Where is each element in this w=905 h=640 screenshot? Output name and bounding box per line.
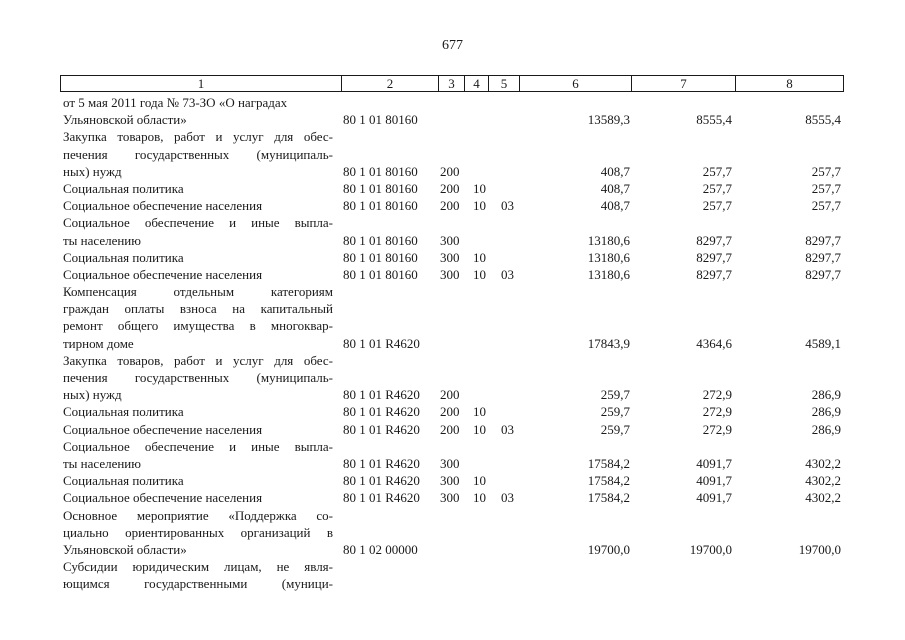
row-value-col8: 8297,7 — [805, 249, 841, 265]
row-expense-type: 200 — [440, 387, 460, 403]
row-value-col7: 272,9 — [702, 387, 732, 403]
row-expense-type: 200 — [440, 163, 460, 179]
table-row — [0, 335, 905, 352]
row-value-col8: 8297,7 — [805, 232, 841, 248]
row-code: 80 1 01 80160 — [343, 180, 418, 196]
row-name: Социальное обеспечение и иные выпла- — [63, 438, 333, 454]
row-name: Социальная политика — [63, 404, 184, 420]
table-row — [0, 283, 905, 300]
row-value-col7: 257,7 — [702, 180, 732, 196]
row-expense-type: 300 — [440, 490, 460, 506]
row-value-col7: 8297,7 — [696, 249, 732, 265]
row-name: ющимся государственными (муници- — [63, 576, 333, 592]
row-code: 80 1 01 80160 — [343, 249, 418, 265]
row-name: Закупка товаров, работ и услуг для обес- — [63, 129, 333, 145]
row-code: 80 1 01 R4620 — [343, 387, 420, 403]
table-row — [0, 507, 905, 524]
row-value-col7: 19700,0 — [689, 541, 732, 557]
row-code: 80 1 01 R4620 — [343, 335, 420, 351]
table-header — [60, 75, 844, 92]
row-name: Ульяновской области» — [63, 112, 187, 128]
row-subsection: 03 — [501, 198, 514, 214]
row-section: 10 — [473, 180, 486, 196]
table-row — [0, 575, 905, 592]
row-value-col6: 259,7 — [600, 387, 630, 403]
row-name: Социальное обеспечение и иные выпла- — [63, 215, 333, 231]
row-expense-type: 300 — [440, 473, 460, 489]
row-value-col8: 8555,4 — [805, 112, 841, 128]
row-value-col6: 408,7 — [600, 180, 630, 196]
row-value-col8: 286,9 — [811, 421, 841, 437]
row-value-col6: 17584,2 — [587, 473, 630, 489]
row-section: 10 — [473, 490, 486, 506]
table-row — [0, 438, 905, 455]
table-row — [0, 489, 905, 506]
row-value-col8: 257,7 — [811, 198, 841, 214]
row-value-col6: 408,7 — [600, 163, 630, 179]
row-value-col7: 8297,7 — [696, 232, 732, 248]
row-name: тирном доме — [63, 335, 134, 351]
row-name: печения государственных (муниципаль- — [63, 370, 333, 385]
row-value-col8: 4302,2 — [805, 490, 841, 506]
row-value-col8: 257,7 — [811, 163, 841, 179]
table-row — [0, 249, 905, 266]
row-section: 10 — [473, 198, 486, 214]
table-row — [0, 541, 905, 558]
row-code: 80 1 01 R4620 — [343, 404, 420, 420]
row-code: 80 1 01 80160 — [343, 232, 418, 248]
table-row — [0, 472, 905, 489]
row-code: 80 1 01 R4620 — [343, 473, 420, 489]
row-value-col7: 4091,7 — [696, 455, 732, 471]
row-name: ты населению — [63, 455, 141, 471]
row-code: 80 1 01 80160 — [343, 112, 418, 128]
column-header-1: 1 — [197, 76, 205, 91]
row-section: 10 — [473, 473, 486, 489]
row-name: Социальное обеспечение населения — [63, 198, 263, 214]
row-name: Субсидии юридическим лицам, не явля- — [63, 559, 333, 575]
row-name: печения государственных (муниципаль- — [63, 146, 333, 162]
row-expense-type: 200 — [440, 198, 460, 214]
table-row — [0, 558, 905, 575]
row-value-col6: 408,7 — [600, 198, 630, 214]
row-value-col7: 4364,6 — [696, 335, 732, 351]
row-name: Социальная политика — [63, 473, 184, 489]
row-value-col7: 4091,7 — [696, 490, 732, 506]
row-name: циально ориентированных организаций в — [63, 524, 333, 540]
row-code: 80 1 01 80160 — [343, 163, 418, 179]
row-value-col6: 13180,6 — [587, 232, 630, 248]
row-name: граждан оплаты взноса на капитальный — [63, 301, 333, 317]
table-row — [0, 386, 905, 403]
row-value-col8: 4302,2 — [805, 473, 841, 489]
row-name: Социальная политика — [63, 249, 184, 265]
row-value-col8: 286,9 — [811, 404, 841, 420]
table-row — [0, 128, 905, 145]
row-code: 80 1 01 R4620 — [343, 455, 420, 471]
table-row — [0, 163, 905, 180]
table-row — [0, 94, 905, 111]
row-expense-type: 300 — [440, 266, 460, 282]
row-name: от 5 мая 2011 года № 73-ЗО «О наградах — [63, 95, 288, 110]
row-name: ных) нужд — [63, 163, 122, 179]
row-section: 10 — [473, 421, 486, 437]
row-value-col8: 4302,2 — [805, 455, 841, 471]
table-row — [0, 455, 905, 472]
row-section: 10 — [473, 249, 486, 265]
row-name: Основное мероприятие «Поддержка со- — [63, 507, 333, 523]
table-row — [0, 214, 905, 231]
row-section: 10 — [473, 404, 486, 420]
row-name: Социальное обеспечение населения — [63, 421, 263, 437]
column-header-8: 8 — [735, 76, 843, 91]
row-name: Ульяновской области» — [63, 541, 187, 557]
row-code: 80 1 01 R4620 — [343, 421, 420, 437]
table-body — [0, 94, 905, 592]
row-value-col6: 17843,9 — [587, 335, 630, 351]
row-value-col6: 259,7 — [600, 421, 630, 437]
row-name: ремонт общего имущества в многоквар- — [63, 318, 333, 334]
row-value-col7: 8555,4 — [696, 112, 732, 128]
row-value-col6: 13589,3 — [587, 112, 630, 128]
row-code: 80 1 01 80160 — [343, 198, 418, 214]
row-value-col8: 286,9 — [811, 387, 841, 403]
table-row — [0, 180, 905, 197]
column-header-3: 3 — [438, 76, 464, 91]
row-section: 10 — [473, 266, 486, 282]
column-header-7: 7 — [631, 76, 735, 91]
table-row — [0, 111, 905, 128]
column-header-2: 2 — [341, 76, 438, 91]
row-value-col6: 13180,6 — [587, 249, 630, 265]
row-expense-type: 300 — [440, 455, 460, 471]
table-row — [0, 300, 905, 317]
table-row — [0, 352, 905, 369]
column-header-6: 6 — [519, 76, 631, 91]
row-name: Компенсация отдельным категориям — [63, 284, 333, 300]
table-row — [0, 403, 905, 420]
row-expense-type: 300 — [440, 249, 460, 265]
row-name: Социальное обеспечение населения — [63, 490, 263, 506]
row-value-col8: 257,7 — [811, 180, 841, 196]
row-value-col6: 17584,2 — [587, 455, 630, 471]
row-name: Социальное обеспечение населения — [63, 266, 263, 282]
row-value-col6: 19700,0 — [587, 541, 630, 557]
row-expense-type: 200 — [440, 404, 460, 420]
table-row — [0, 421, 905, 438]
row-value-col7: 272,9 — [702, 421, 732, 437]
column-header-4: 4 — [464, 76, 488, 91]
table-row — [0, 197, 905, 214]
row-subsection: 03 — [501, 421, 514, 437]
table-row — [0, 317, 905, 334]
row-value-col6: 13180,6 — [587, 266, 630, 282]
table-row — [0, 524, 905, 541]
row-value-col8: 4589,1 — [805, 335, 841, 351]
row-name: Закупка товаров, работ и услуг для обес- — [63, 352, 333, 368]
row-subsection: 03 — [501, 490, 514, 506]
page-number: 677 — [442, 38, 463, 53]
row-expense-type: 200 — [440, 180, 460, 196]
row-value-col6: 17584,2 — [587, 490, 630, 506]
column-header-5: 5 — [488, 76, 519, 91]
row-name: Социальная политика — [63, 180, 184, 196]
row-value-col7: 8297,7 — [696, 266, 732, 282]
table-row — [0, 266, 905, 283]
row-value-col7: 257,7 — [702, 198, 732, 214]
row-subsection: 03 — [501, 266, 514, 282]
table-row — [0, 232, 905, 249]
row-name: ты населению — [63, 232, 141, 248]
row-expense-type: 300 — [440, 232, 460, 248]
table-row — [0, 146, 905, 163]
row-code: 80 1 02 00000 — [343, 541, 418, 557]
row-code: 80 1 01 80160 — [343, 266, 418, 282]
row-value-col8: 8297,7 — [805, 266, 841, 282]
row-value-col7: 272,9 — [702, 404, 732, 420]
row-name: ных) нужд — [63, 387, 122, 403]
row-value-col8: 19700,0 — [798, 541, 841, 557]
row-value-col7: 4091,7 — [696, 473, 732, 489]
row-code: 80 1 01 R4620 — [343, 490, 420, 506]
row-value-col7: 257,7 — [702, 163, 732, 179]
table-row — [0, 369, 905, 386]
row-value-col6: 259,7 — [600, 404, 630, 420]
row-expense-type: 200 — [440, 421, 460, 437]
